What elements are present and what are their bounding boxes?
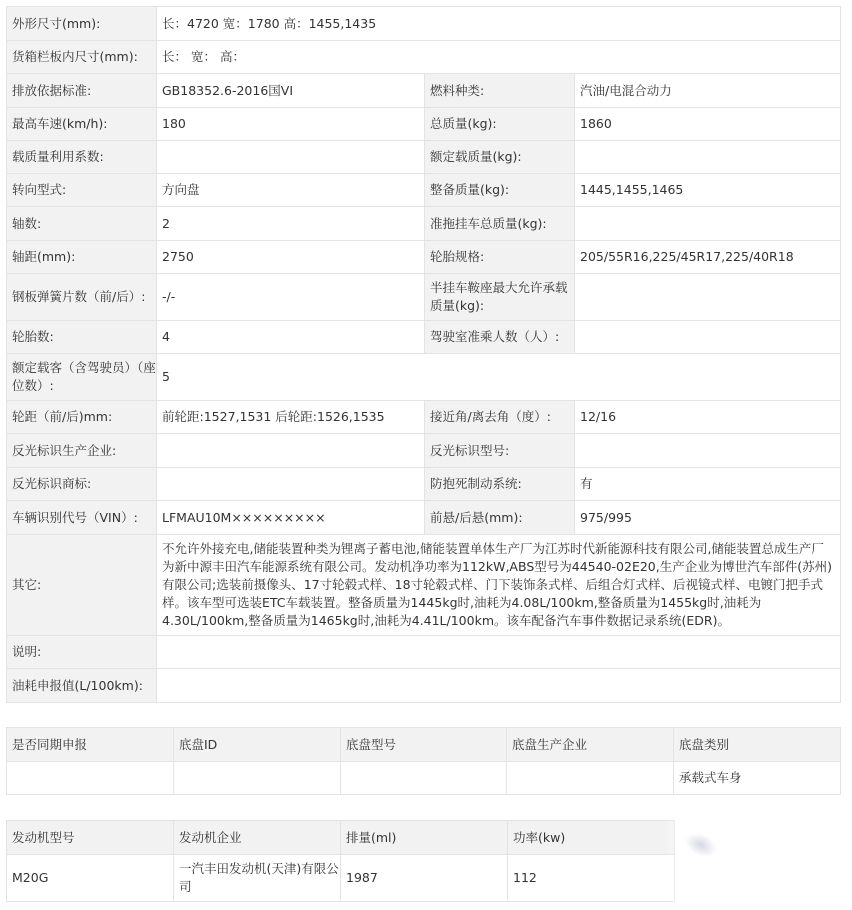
table-row bbox=[7, 762, 841, 795]
table-row bbox=[7, 855, 675, 902]
abs-label: 防抱死制动系统: bbox=[425, 468, 575, 501]
reflector-model-label: 反光标识型号: bbox=[425, 434, 575, 468]
chassis-sync-header: 是否同期申报 bbox=[7, 728, 174, 762]
tire-spec-label: 轮胎规格: bbox=[425, 241, 575, 274]
other-label: 其它: bbox=[7, 535, 157, 636]
reflector-model-value bbox=[575, 434, 841, 468]
spec-row bbox=[7, 74, 841, 108]
spec-row bbox=[7, 41, 841, 74]
passengers-value: 5 bbox=[157, 354, 841, 401]
spec-row bbox=[7, 501, 841, 535]
engine-model-cell: M20G bbox=[7, 855, 174, 902]
spec-row bbox=[7, 468, 841, 501]
load-util-label: 载质量利用系数: bbox=[7, 141, 157, 174]
overhang-label: 前悬/后悬(mm): bbox=[425, 501, 575, 535]
spec-row bbox=[7, 108, 841, 141]
chassis-maker-cell bbox=[507, 762, 674, 795]
vehicle-spec-table bbox=[6, 6, 841, 703]
trailer-mass-label: 准拖挂车总质量(kg): bbox=[425, 207, 575, 241]
spec-row bbox=[7, 535, 841, 636]
overall-size-value: 长：4720 宽：1780 高：1455,1435 bbox=[157, 7, 841, 41]
chassis-model-header: 底盘型号 bbox=[341, 728, 507, 762]
semi-trailer-value bbox=[575, 274, 841, 321]
engine-table bbox=[6, 820, 675, 902]
trailer-mass-value bbox=[575, 207, 841, 241]
note-label: 说明: bbox=[7, 636, 157, 669]
vin-label: 车辆识别代号（VIN）: bbox=[7, 501, 157, 535]
spec-row bbox=[7, 241, 841, 274]
vin-value: LFMAU10M××××××××× bbox=[157, 501, 425, 535]
rated-load-value bbox=[575, 141, 841, 174]
load-util-value bbox=[157, 141, 425, 174]
passengers-label: 额定载客（含驾驶员）（座位数）: bbox=[7, 354, 157, 401]
spec-row bbox=[7, 141, 841, 174]
track-label: 轮距（前/后)mm: bbox=[7, 401, 157, 434]
angles-label: 接近角/离去角（度）: bbox=[425, 401, 575, 434]
cargo-size-value: 长： 宽： 高： bbox=[157, 41, 841, 74]
angles-value: 12/16 bbox=[575, 401, 841, 434]
chassis-id-header: 底盘ID bbox=[174, 728, 341, 762]
table-header-row bbox=[7, 821, 675, 855]
power-header: 功率(kw) bbox=[508, 821, 675, 855]
table-header-row bbox=[7, 728, 841, 762]
spec-row bbox=[7, 207, 841, 241]
spec-row bbox=[7, 321, 841, 354]
semi-trailer-label: 半挂车鞍座最大允许承载质量(kg): bbox=[425, 274, 575, 321]
max-speed-label: 最高车速(km/h): bbox=[7, 108, 157, 141]
abs-value: 有 bbox=[575, 468, 841, 501]
spec-row bbox=[7, 7, 841, 41]
wheelbase-value: 2750 bbox=[157, 241, 425, 274]
engine-maker-cell: 一汽丰田发动机(天津)有限公司 bbox=[174, 855, 341, 902]
tires-label: 轮胎数: bbox=[7, 321, 157, 354]
chassis-model-cell bbox=[341, 762, 507, 795]
chassis-type-header: 底盘类别 bbox=[674, 728, 841, 762]
chassis-sync-cell bbox=[7, 762, 174, 795]
spec-row bbox=[7, 669, 841, 703]
total-mass-label: 总质量(kg): bbox=[425, 108, 575, 141]
power-cell: 112 bbox=[508, 855, 675, 902]
fuel-type-label: 燃料种类: bbox=[425, 74, 575, 108]
note-value bbox=[157, 636, 841, 669]
engine-model-header: 发动机型号 bbox=[7, 821, 174, 855]
chassis-table bbox=[6, 727, 841, 795]
cab-seats-value bbox=[575, 321, 841, 354]
total-mass-value: 1860 bbox=[575, 108, 841, 141]
chassis-maker-header: 底盘生产企业 bbox=[507, 728, 674, 762]
axles-value: 2 bbox=[157, 207, 425, 241]
fuel-report-label: 油耗申报值(L/100km): bbox=[7, 669, 157, 703]
spec-row bbox=[7, 274, 841, 321]
tires-value: 4 bbox=[157, 321, 425, 354]
engine-maker-header: 发动机企业 bbox=[174, 821, 341, 855]
cargo-size-label: 货箱栏板内尺寸(mm): bbox=[7, 41, 157, 74]
fuel-report-value bbox=[157, 669, 841, 703]
reflector-maker-label: 反光标识生产企业: bbox=[7, 434, 157, 468]
track-value: 前轮距:1527,1531 后轮距:1526,1535 bbox=[157, 401, 425, 434]
displacement-header: 排量(ml) bbox=[341, 821, 508, 855]
reflector-maker-value bbox=[157, 434, 425, 468]
cab-seats-label: 驾驶室准乘人数（人）: bbox=[425, 321, 575, 354]
emission-value: GB18352.6-2016国VI bbox=[157, 74, 425, 108]
other-value: 不允许外接充电,储能装置种类为锂离子蓄电池,储能装置单体生产厂为江苏时代新能源科技有限公司,储能装置总成生产厂为新中源丰田汽车能源系统有限公司。发动机净功率为112kW,ABS型号为44540-02E20,生产企业为博世汽车部件(苏州)有限公司;选装前摄像头、17寸轮毂式样、18寸轮毂式样、门下装饰条式样、后组合灯式样、后视镜式样、电镀门把手式样。该车型可选装ETC车载装置。整备质量为1445kg时,油耗为4.08L/100km,整备质量为1455kg时,油耗为4.30L/100km,整备质量为1465kg时,油耗为4.41L/100km。该车配备汽车事件数据记录系统(EDR)。 bbox=[157, 535, 841, 636]
spec-row bbox=[7, 434, 841, 468]
spec-row bbox=[7, 636, 841, 669]
wheelbase-label: 轴距(mm): bbox=[7, 241, 157, 274]
chassis-type-cell: 承载式车身 bbox=[674, 762, 841, 795]
curb-mass-label: 整备质量(kg): bbox=[425, 174, 575, 207]
curb-mass-value: 1445,1455,1465 bbox=[575, 174, 841, 207]
steering-label: 转向型式: bbox=[7, 174, 157, 207]
tire-spec-value: 205/55R16,225/45R17,225/40R18 bbox=[575, 241, 841, 274]
leaf-spring-value: -/- bbox=[157, 274, 425, 321]
spec-row bbox=[7, 354, 841, 401]
leaf-spring-label: 钢板弹簧片数（前/后）: bbox=[7, 274, 157, 321]
reflector-brand-label: 反光标识商标: bbox=[7, 468, 157, 501]
fuel-type-value: 汽油/电混合动力 bbox=[575, 74, 841, 108]
steering-value: 方向盘 bbox=[157, 174, 425, 207]
max-speed-value: 180 bbox=[157, 108, 425, 141]
displacement-cell: 1987 bbox=[341, 855, 508, 902]
overall-size-label: 外形尺寸(mm): bbox=[7, 7, 157, 41]
rated-load-label: 额定载质量(kg): bbox=[425, 141, 575, 174]
axles-label: 轴数: bbox=[7, 207, 157, 241]
emission-label: 排放依据标准: bbox=[7, 74, 157, 108]
spec-row bbox=[7, 174, 841, 207]
spec-row bbox=[7, 401, 841, 434]
overhang-value: 975/995 bbox=[575, 501, 841, 535]
reflector-brand-value bbox=[157, 468, 425, 501]
chassis-id-cell bbox=[174, 762, 341, 795]
